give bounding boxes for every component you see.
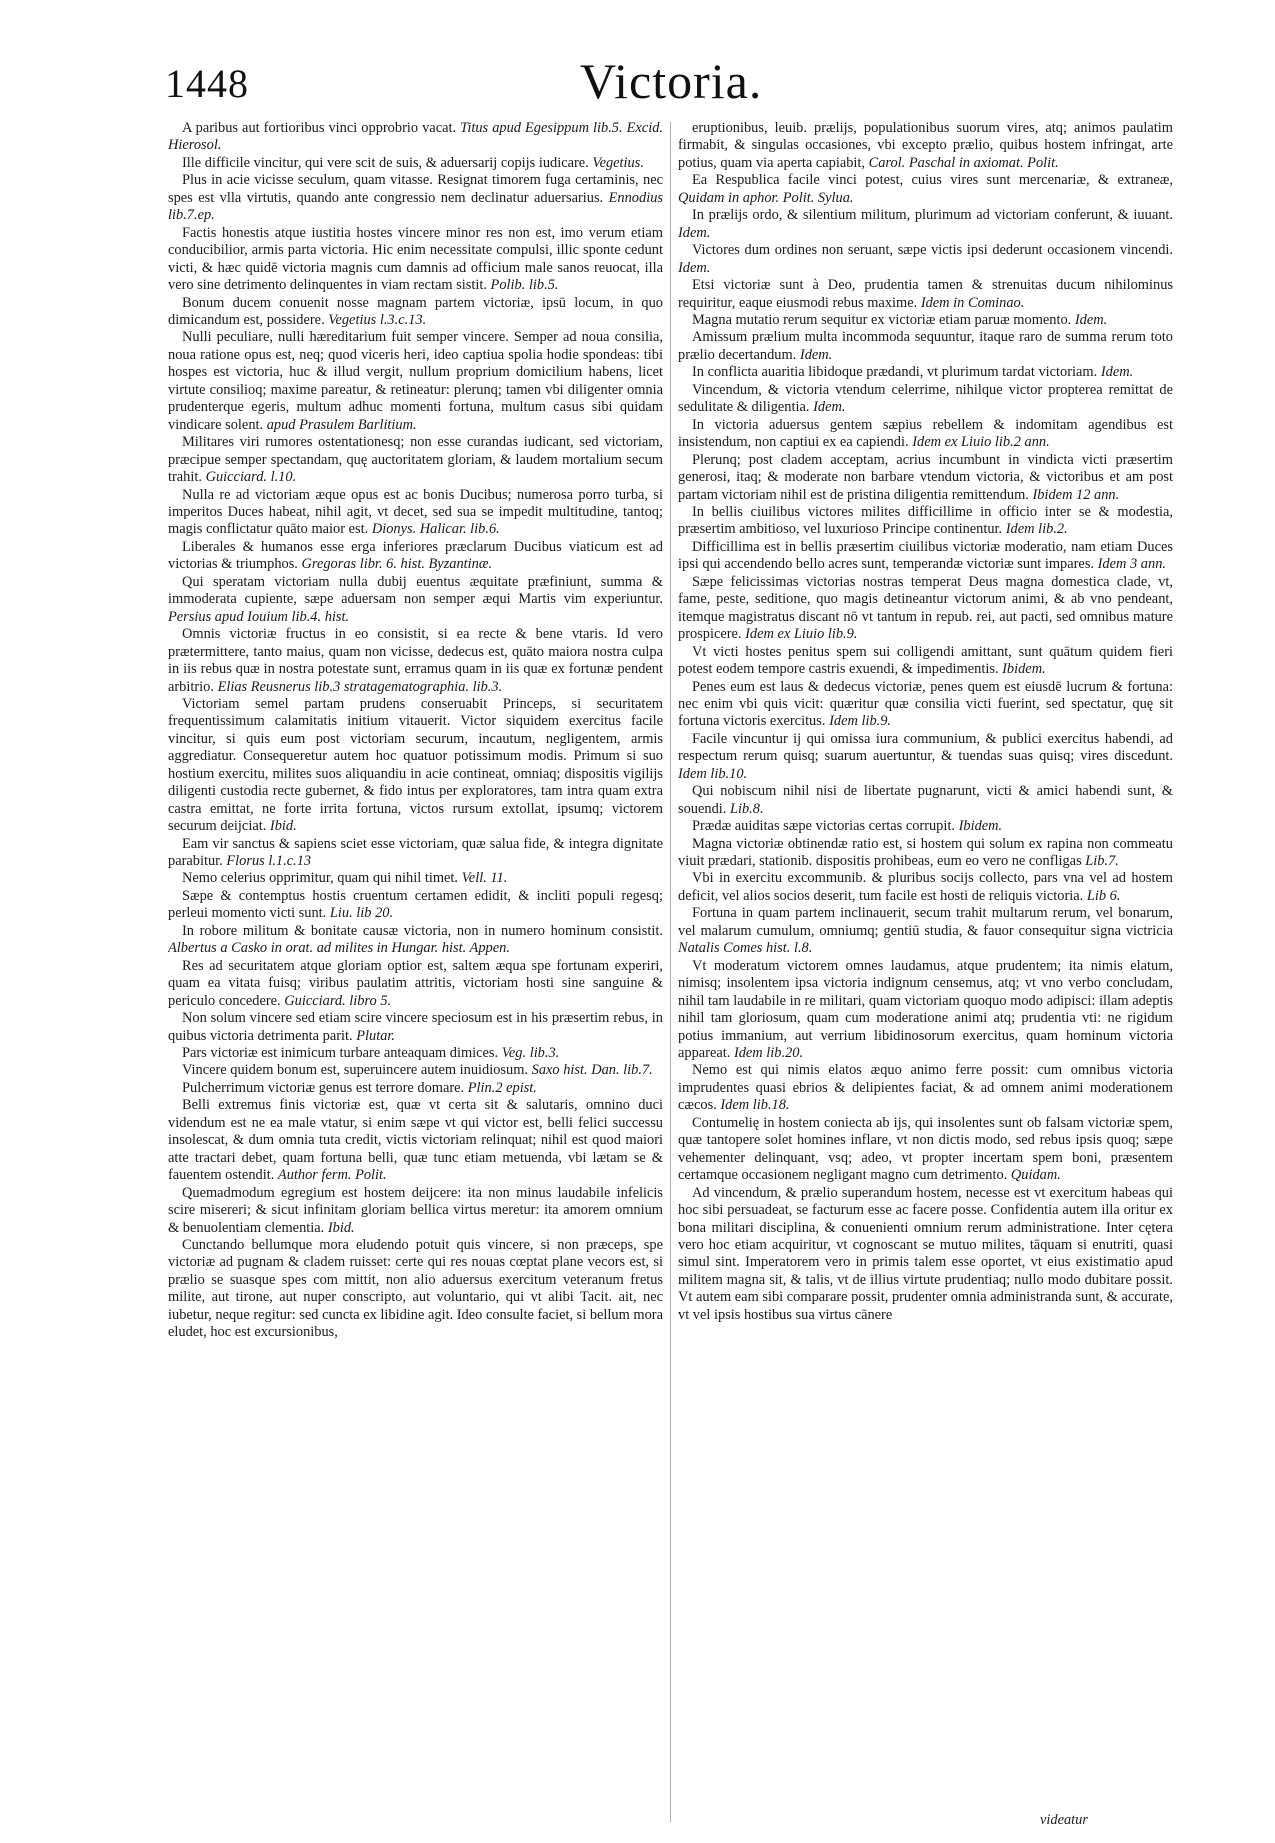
quotation-entry [678,207,1173,242]
quotation-text: Victores dum ordines non seruant, sæpe victis ipsi dederunt occasionem vincendi. [692,242,1173,259]
quotation-text: Sæpe & contemptus hostis cruentum certamen edidit, & incliti populi regesq; perleui momento victi sunt. [168,887,663,922]
quotation-text: Non solum vincere sed etiam scire vincere speciosum est in his præsertim rebus, in quibus victoria detrimenta parit. [168,1010,663,1044]
quotation-text: Vincere quidem bonum est, superuincere autem inuidiosum. [182,1062,529,1079]
quotation-text: Vt moderatum victorem omnes laudamus, atque prudentem; ita nimis elatum, nimisq; insolentem ipsa victoria indignum censemus, atq; vt vno verbo concludam, nihil tam laudabile in re militari, quam victoriam quoquo modo adipisci: illam adeptis nihil tam gloriosum, quam cum moderatione animi atq; prudentia vti: ne rigidum potius immanium, aut verrium libidinosorum exercitus, quam hominum victoria appareat. [678,957,1173,1062]
quotation-entry [168,155,663,172]
quotation-text: Ad vincendum, & prælio superandum hostem, necesse est vt exercitum habeas qui hoc sibi persuadeat, se facturum esse ac facere posse. Confidentia autem illa oritur ex bona militari disciplina, & conuenienti omnium rerum administratione. Inter cętera vero hoc etiam acquiritur, vt cognoscant se mutuo milites, tāquam si enutriti, quasi simul sint. Imperatorem vero in primis talem esse oportet, vt eius existimatio apud militem magna sit, & talis, vt de illius virtute prudentiaq; nullo modo dubitare possit. Vt autem eam sibi comparare possit, prudenter omnia administranda sunt, & accurate, vt vel ipsis hostibus sua virtus cānere [678,1184,1173,1323]
quotation-entry [168,1080,663,1097]
source-citation: Elias Reusnerus lib.3 stratagematographia. lib.3. [217,678,503,695]
page-number: 1448 [165,61,249,106]
quotation-text: Pars victoriæ est inimicum turbare anteaquam dimices. [182,1045,499,1062]
quotation-entry [678,329,1173,364]
source-citation: Lib 6. [1086,887,1121,904]
quotation-entry [168,172,663,224]
quotation-text: Ea Respublica facile vinci potest, cuius vires sunt mercenariæ, & extraneæ, [692,172,1173,189]
quotation-entry [168,295,663,330]
quotation-text: In robore militum & bonitate causæ victoria, non in numero hominum consistit. [182,922,663,939]
source-citation: Idem in Cominao. [920,294,1025,311]
quotation-entry [678,312,1173,329]
source-citation: Carol. Paschal in axiomat. Polit. [868,154,1059,171]
quotation-text: Ille difficile vincitur, qui vere scit de suis, & aduersarij copijs iudicare. [182,154,589,171]
source-citation: Quidam in aphor. Polit. Sylua. [678,189,854,206]
quotation-entry [678,1185,1173,1325]
quotation-entry [678,836,1173,871]
quotation-text: Difficillima est in bellis præsertim ciuilibus victoriæ moderatio, nam etiam Duces ipsi qui accendendo bello acres sunt, temperandæ victoriæ sunt impares. [678,538,1173,573]
quotation-text: Vincendum, & victoria vtendum celerrime, nihilque victor propterea remittat de sedulitate & diligentia. [678,381,1173,416]
quotation-text: Amissum prælium multa incommoda sequuntur, itaque raro de summa rerum toto prælio decertandum. [678,329,1173,363]
source-citation: Idem lib.20. [733,1045,804,1062]
left-column [168,120,663,1828]
source-citation: Ibidem 12 ann. [1032,486,1120,503]
source-citation: Ibidem. [1002,661,1046,678]
quotation-entry [678,905,1173,957]
quotation-entry [168,434,663,486]
quotation-text: Plerunq; post cladem acceptam, acrius incumbunt in vindicta victi præsertim generosi, itaq; & moderate non barbare vtendum victoria, & victoribus et am post partam victoriam nihil est de pristina diligentia remittendum. [678,451,1173,503]
source-citation: Idem lib.18. [720,1097,790,1114]
source-citation: Veg. lib.3. [501,1045,560,1062]
source-citation: Idem lib.2. [1005,521,1068,538]
quotation-entry [168,1010,663,1045]
source-citation: Idem ex Liuio lib.9. [745,626,858,643]
source-citation: Ibidem. [958,818,1003,835]
quotation-text: In victoria aduersus gentem sæpius rebellem & indomitam agendibus est insistendum, non captiui ex ea capiendi. [678,416,1173,451]
quotation-text: Plus in acie vicisse seculum, quam vitasse. Resignat timorem fuga certaminis, nec spes est vlla virtutis, quando ante congressio nem declinatur aduersarius. [168,172,663,206]
quotation-entry [168,888,663,923]
quotation-entry [168,1237,663,1342]
quotation-text: Qui speratam victoriam nulla dubij euentus æquitate præfiniunt, summa & immoderata cupiente, sæpe aduersam non semper æqui Martis vim experiuntur. [168,573,663,608]
quotation-entry [168,836,663,871]
source-citation: Ibid. [269,818,297,835]
quotation-entry [678,417,1173,452]
quotation-entry [678,120,1173,172]
quotation-entry [678,452,1173,504]
quotation-text: In conflicta auaritia libidoque prædandi, vt plurimum tardat victoriam. [692,364,1098,381]
source-citation: Liu. lib 20. [329,905,394,922]
quotation-entry [168,120,663,155]
quotation-text: Vt victi hostes penitus spem sui colligendi amittant, sunt quātum quidem fieri potest eodem tempore castris exuendi, & impedimentis. [678,643,1173,678]
quotation-entry [678,783,1173,818]
quotation-entry [168,1185,663,1237]
quotation-text: Militares viri rumores ostentationesq; non esse curandas iudicant, sed victoriam, præcipue semper spectandam, quę auctoritatem gloriam, & laudem mortalium secum trahit. [168,434,663,486]
quotation-entry [678,644,1173,679]
source-citation: Vegetius l.3.c.13. [328,311,427,328]
quotation-text: Pulcherrimum victoriæ genus est terrore domare. [182,1079,465,1096]
column-divider [670,122,671,1822]
quotation-entry [168,1062,663,1079]
source-citation: Lib.8. [729,800,764,817]
quotation-entry [678,818,1173,835]
source-citation: Quidam. [1010,1167,1061,1184]
source-citation: Idem 3 ann. [1097,556,1166,573]
source-citation: Idem lib.10. [678,765,748,782]
quotation-text: Nemo celerius opprimitur, quam qui nihil timet. [182,870,458,887]
source-citation: Idem. [678,224,711,241]
quotation-entry [168,958,663,1010]
source-citation: Idem. [813,399,846,416]
quotation-entry [678,870,1173,905]
source-citation: Gregoras libr. 6. hist. Byzantinæ. [301,556,493,573]
quotation-entry [168,923,663,958]
quotation-entry [678,679,1173,731]
quotation-text: Factis honestis atque iustitia hostes vincere minor res non est, imo verum etiam conducibilior, armis parta victoria. Hic enim necessitate compulsi, illic sponte cedunt victi, & hæc quidē victoria magnis cum damnis ad officium male sanos reuocat, illa vero sine detrimento delinquentes in viam rectam sistit. [168,224,663,294]
quotation-text: Contumelię in hostem coniecta ab ijs, qui insolentes sunt ob falsam victoriæ spem, quæ tantopere solet homines inflare, vt non dictis modo, sed rebus ipsis quoq; sæpe vehementer delinquant, vsq; adeo, vt propter incertam spem boni, præsentem certamque occasionem negligant magno cum detrimento. [678,1114,1173,1184]
quotation-text: Belli extremus finis victoriæ est, quæ vt certa sit & salutaris, omnino duci videndum est ne ea male vtatur, si enim sæpe vt qui victor est, belli felici successu insolescat, & dum omnia tuta credit, victis victoriam relinquat; nihil est quod maiori atte tractari debet, quam fortuna belli, quæ tunc etiam metuenda, vbi lætam se & fauentem ostendit. [168,1097,663,1184]
running-head: Victoria. [580,53,763,109]
source-citation: Guicciard. l.10. [205,469,297,486]
quotation-text: Etsi victoriæ sunt à Deo, prudentia tamen & strenuitas ducum nihilominus requiritur, eaque eiusmodi rebus maxime. [678,277,1173,311]
quotation-text: Magna victoriæ obtinendæ ratio est, si hostem qui solum ex rapina non commeatu viuit prædari, stationib. dispositis prohibeas, eum eo vero ne confligas [678,835,1173,870]
quotation-text: Victoriam semel partam prudens conseruabit Princeps, si securitatem frequentissimum calamitatis initium vitauerit. Victor siquidem exercitus facile vincitur, si quis eum post victoriam securum, incautum, negligentem, armis aggrediatur. Consequeretur autem hoc quatuor potissimum modis. Primum si suo hostium exercitu, milites suos aliquandiu in acie contineat, omniaq; dispositis vigilijs diligenti custodia recte gubernet, & fido intus per exploratores, tam intra quam extra castra emittat, ne forte irrita fortuna, victos rursum extollat, ipsumq; victorem securum deijciat. [168,695,663,835]
source-citation: Idem ex Liuio lib.2 ann. [912,434,1050,451]
quotation-text: Bonum ducem conuenit nosse magnam partem victoriæ, ipsū locum, in quo dimicandum est, possidere. [168,294,663,328]
source-citation: apud Prasulem Barlitium. [266,416,417,433]
quotation-text: Quemadmodum egregium est hostem deijcere: ita non minus laudabile infelicis scire misereri; & sicut infinitam gloriam bellica virtus meretur: ita amorem omnium & benuolentiam clementia. [168,1184,663,1236]
source-citation: Ibid. [327,1219,355,1236]
source-citation: Titus apud Egesippum lib.5. Excid. Hierosol. [168,120,663,154]
quotation-text: Res ad securitatem atque gloriam optior est, saltem æqua spe fortunam experiri, quam ea vitata fuisq; viribus paulatim attritis, victoriam hosti sine sanguine & periculo concedere. [168,957,663,1009]
quotation-entry [678,1115,1173,1185]
quotation-entry [678,172,1173,207]
source-citation: Ennodius lib.7.ep. [168,189,663,224]
source-citation: Plin.2 epist. [467,1079,537,1096]
source-citation: Idem. [1074,311,1108,328]
quotation-entry [168,329,663,434]
quotation-text: A paribus aut fortioribus vinci opprobrio vacat. [182,120,457,136]
quotation-entry [678,539,1173,574]
source-citation: Idem lib.9. [829,713,892,730]
quotation-text: Sæpe felicissimas victorias nostras temperat Deus magna domestica clade, vt, fame, peste, seditione, quo magis detineantur victorum animi, & ab vno pendeant, itemque magistratus discant nō vt tantum in repub. rei, aut pacti, sed omnibus mature prospicere. [678,573,1173,643]
source-citation: Saxo hist. Dan. lib.7. [531,1062,653,1079]
source-citation: Persius apud Iouium lib.4. hist. [168,608,350,625]
quotation-entry [168,626,663,696]
quotation-text: Penes eum est laus & dedecus victoriæ, penes quem est eiusdē lucrum & fortuna: nec enim vbi quis vicit: quæritur quæ consilia victi fuerint, sed spectatur, quę sit fortuna victoris exercitus. [678,678,1173,730]
source-citation: Guicciard. libro 5. [284,992,392,1009]
quotation-entry [678,364,1173,381]
quotation-text: Cunctando bellumque mora eludendo potuit quis vincere, si non præceps, spe victoriæ ad pugnam & cladem ruisset: certe qui res nouas cœptat plane vecors est, si prælio se suasque spes com mittit, non alio aduersus exercitum veteranum fretus milite, aut tirone, aut nuper conscripto, aut voluntario, qui vt alibi Tacit. ait, nec iubetur, neque regitur: sed cuncta ex libidine agit. Ideo consulte faciet, si bellum mora eludet, hoc est excursionibus, [168,1237,663,1341]
quotation-text: Vbi in exercitu excommunib. & pluribus socijs collecto, pars vna vel ad hostem deficit, vel alios socios deserit, tum facile est hosti de reliquis victoria. [678,870,1173,904]
quotation-text: In prælijs ordo, & silentium militum, plurimum ad victoriam conferunt, & iuuant. [692,207,1173,224]
source-citation: Idem. [799,346,833,363]
quotation-entry [168,225,663,295]
source-citation: Natalis Comes hist. l.8. [678,940,813,957]
quotation-entry [168,870,663,887]
quotation-entry [678,958,1173,1063]
source-citation: Vell. 11. [461,870,508,887]
quotation-text: Fortuna in quam partem inclinauerit, secum trahit multarum rerum, vel bonarum, vel malarum cumulum, omniumq; gentiū studia, & fauor consequitur signa victricia [678,905,1173,939]
quotation-entry [168,696,663,836]
quotation-entry [168,574,663,626]
quotation-entry [678,277,1173,312]
quotation-entry [678,1062,1173,1114]
quotation-entry [678,731,1173,783]
quotation-text: Eam vir sanctus & sapiens sciet esse victoriam, quæ salua fide, & integra dignitate parabitur. [168,835,663,870]
right-column [678,120,1173,1828]
source-citation: Albertus a Casko in orat. ad milites in Hungar. hist. Appen. [168,940,510,957]
quotation-entry [678,504,1173,539]
quotation-entry [678,574,1173,644]
source-citation: Vegetius. [592,154,644,171]
source-citation: Polib. lib.5. [490,277,559,294]
quotation-entry [678,382,1173,417]
quotation-text: Nulla re ad victoriam æque opus est ac bonis Ducibus; numerosa porro turba, si imperitos Duces habeat, nihil agit, vt decet, sed sua se impedit multitudine, tantoq; magis conflictatur quāto maior est. [168,486,663,538]
quotation-text: In bellis ciuilibus victores milites difficillime in officio inter se & modestia, præsertim ambitioso, vel luxurioso Principe continentur. [678,503,1173,538]
source-citation: Florus l.1.c.13 [226,853,312,870]
quotation-entry [168,539,663,574]
quotation-text: Facile vincuntur ij qui omissa iura communium, & publici exercitus habendi, ad respectum rerum quisq; suarum auertuntur, & tuendas suas quisq; vires discedunt. [678,730,1173,765]
quotation-text: eruptionibus, leuib. prælijs, populationibus suorum vires, atq; animos paulatim firmabit, & singulas occasiones, vbi excepto prælio, quibus hostem infringat, arte potius, quam via aperta capiabit, [678,120,1173,171]
source-citation: Plutar. [356,1027,396,1044]
quotation-text: Prædæ auiditas sæpe victorias certas corrupit. [692,818,955,835]
source-citation: Author ferm. Polit. [277,1167,387,1184]
source-citation: Lib.7. [1085,853,1119,870]
quotation-entry [168,1097,663,1184]
quotation-text: Nemo est qui nimis elatos æquo animo ferre possit: cum omnibus victoria imprudentes quasi ebrios & delipientes faciat, & ad omnem animi moderationem cæcos. [678,1062,1173,1114]
source-citation: Idem. [678,259,711,276]
quotation-text: Qui nobiscum nihil nisi de libertate pugnarunt, victi & amici habendi sunt, & souendi. [678,783,1173,817]
quotation-entry [678,242,1173,277]
quotation-entry [168,1045,663,1062]
source-citation: Dionys. Halicar. lib.6. [371,521,500,538]
quotation-text: Nulli peculiare, nulli hæreditarium fuit semper vincere. Semper ad noua consilia, noua ratione opus est, neq; quod viceris heri, ideo captiua spolia hodie spondeas: tibi hospes est victoria, huc & illud vergit, nullum proprium domicilium habens, licet virtute consilioq; maxime pareatur, & retineatur: plerunq; tamen vbi diligenter omnia prudenterque egeris, multum adhuc momenti fortuna, multum casus sibi quidam vindicare solent. [168,329,663,433]
source-citation: Idem. [1100,364,1134,381]
quotation-text: Magna mutatio rerum sequitur ex victoriæ etiam paruæ momento. [692,311,1072,328]
quotation-text: Omnis victoriæ fructus in eo consistit, si ea recte & bene vtaris. Id vero prætermittere, tanto maius, quam non vicisse, dedecus est, quāto maiora nostra culpa in iis rebus quæ in nostra potestate sunt, erramus quam in iis quæ ex fortunæ pendent arbitrio. [168,626,663,695]
quotation-entry [168,487,663,539]
quotation-text: Liberales & humanos esse erga inferiores præclarum Ducibus viaticum est ad victorias & triumphos. [168,538,663,573]
catchword: videatur [1040,1812,1088,1828]
